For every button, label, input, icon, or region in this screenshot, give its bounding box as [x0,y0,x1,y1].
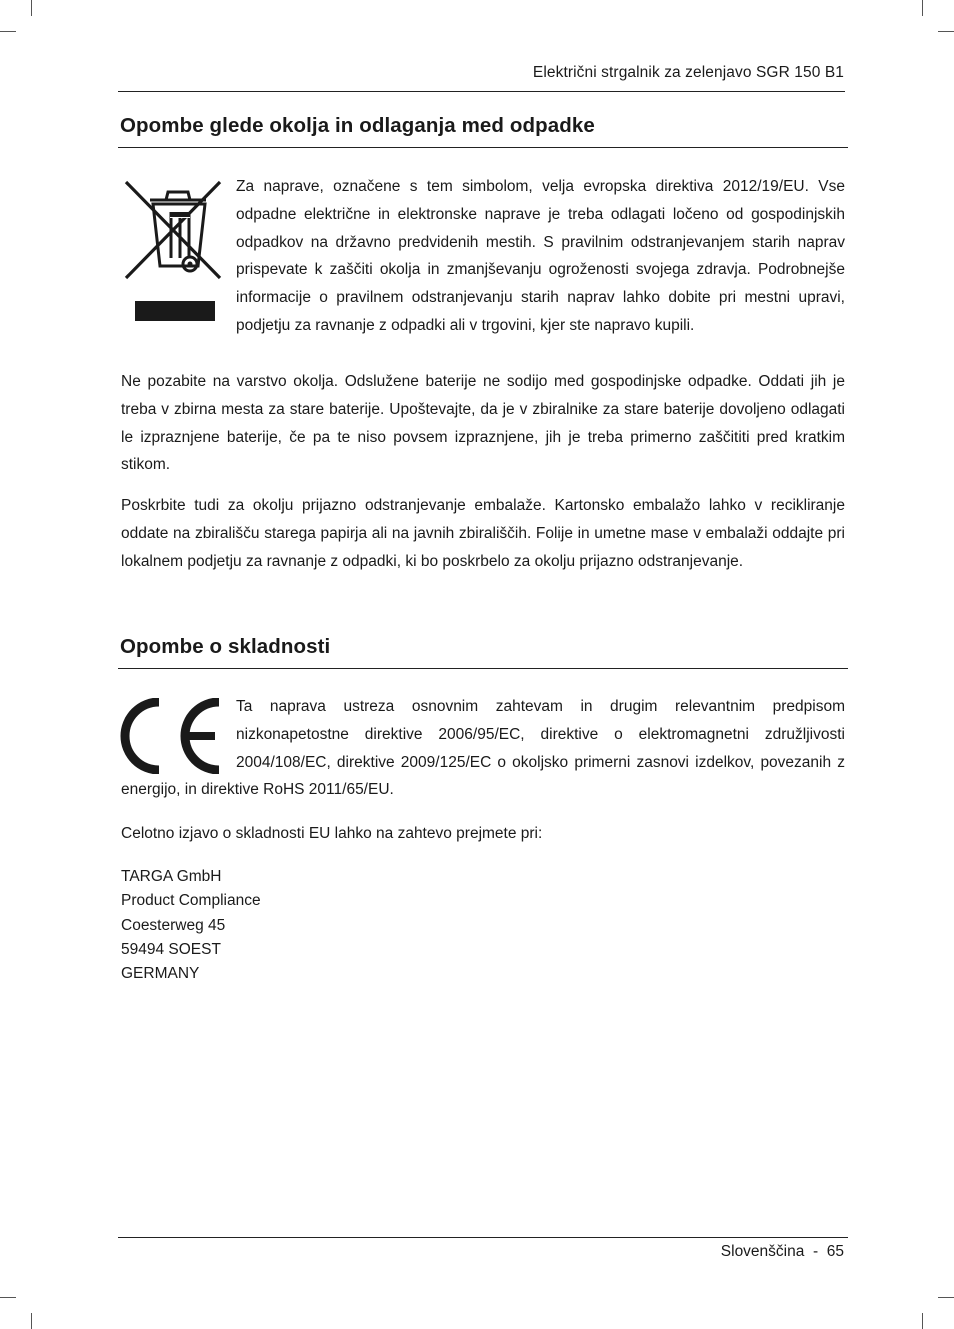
crop-mark [31,0,32,16]
section-heading-compliance: Opombe o skladnosti [120,635,331,658]
page-number: Slovenščina - 65 [720,1243,844,1260]
weee-paragraph: Za naprave, označene s tem simbolom, velja evropska direktiva 2012/19/EU. Vse odpadne električne in elektronske naprave je treba odlagati ločeno od gospodinjskih odpadkov na državno predvidenih mestih. S pravilnim odstranjevanjem starih naprav prispevate k zaščiti okolja in zmanjševanju ogroženosti svojega zdravja. Podrobnejše informacije o pravilnem odstranjevanju starih naprav lahko dobite pri mestni upravi, podjetju za ravnanje z odpadki ali v trgovini, kjer ste napravo kupili. [236,178,845,334]
battery-paragraph: Ne pozabite na varstvo okolja. Odslužene baterije ne sodijo med gospodinjske odpadke. Oddati jih je treba v zbirna mesta za stare baterije. Upoštevajte, da je v zbiralnike za stare baterije dovoljeno odlagati le izpraznjene baterije, če pa te niso povsem izpraznjene, jih je treba primerno zaščititi pred kratkim stikom. [121,373,845,474]
address-line: TARGA GmbH [121,868,222,885]
address-line: Coesterweg 45 [121,916,226,934]
compliance-paragraph-wrap [121,693,845,804]
crop-mark [0,1297,16,1298]
ce-float-spacer [121,693,236,776]
address-block [121,865,261,986]
crop-mark [31,1313,32,1329]
address-line: GERMANY [121,965,200,983]
declaration-paragraph: Celotno izjavo o skladnosti EU lahko na zahtevo prejmete pri: [121,825,543,842]
running-header: Električni strgalnik za zelenjavo SGR 150 B1 [532,64,844,81]
crop-mark [922,0,923,16]
packaging-paragraph: Poskrbite tudi za okolju prijazno odstranjevanje embalaže. Kartonsko embalažo lahko v recikliranje oddate na zbirališču starega papirja ali na javnih zbirališčih. Folije in umetne mase v embalaži oddajte pri lokalnem podjetju za ravnanje z odpadki, ki bo poskrbelo za okolju prijazno odstranjevanje. [121,497,845,570]
crop-mark [0,31,16,32]
crop-mark [938,1297,954,1298]
section-rule [118,668,848,669]
address-line: 59494 SOEST [121,940,221,958]
weee-crossed-bin-icon [120,178,226,324]
footer-rule [118,1237,848,1238]
header-rule [118,91,845,92]
crop-mark [922,1313,923,1329]
section-heading-environment: Opombe glede okolja in odlaganja med odpadke [120,114,595,137]
crop-mark [938,31,954,32]
address-line: Product Compliance [121,892,261,910]
section-rule [118,147,848,148]
compliance-paragraph: Ta naprava ustreza osnovnim zahtevam in drugim relevantnim predpisom nizkonapetostne direktive 2006/95/EC, direktive o elektromagnetni združljivosti 2004/108/EC, direktive 2009/125/EC o okoljsko primerni zasnovi izdelkov, povezanih z energijo, in direktive RoHS 2011/65/EU. [121,698,845,799]
